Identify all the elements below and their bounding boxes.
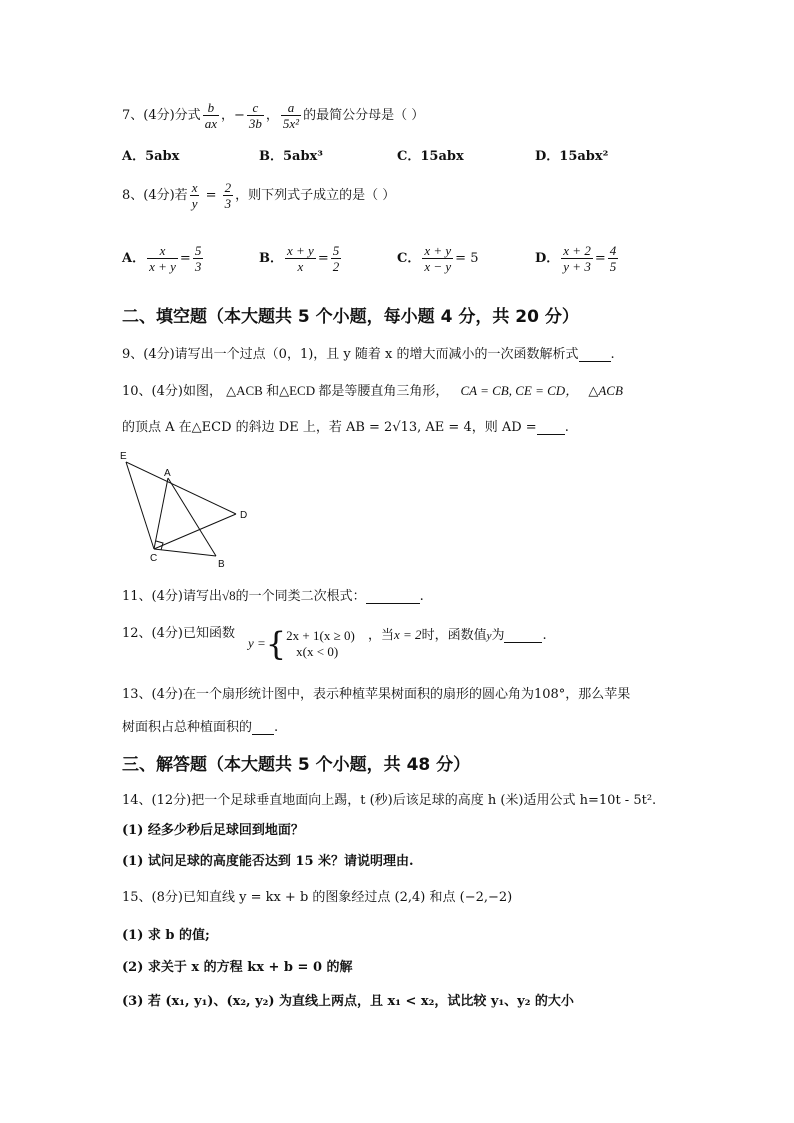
section-heading-solutions: 三、解答题（本大题共 5 个小题，共 48 分） [122, 755, 471, 775]
fraction: $\frac{b}{ax}$ [204, 100, 217, 131]
option-a[interactable]: A．5abx [122, 149, 180, 164]
fraction: $\frac{x}{y}$ [191, 180, 198, 211]
fraction: $\frac{5}{2}$ [332, 243, 340, 274]
option-c[interactable]: C．15abx [397, 149, 464, 164]
fraction: $\frac{c}{3b}$ [248, 100, 262, 131]
answer-blank[interactable] [579, 346, 611, 362]
answer-blank[interactable] [366, 588, 420, 604]
fraction: $\frac{x}{x + y}$ [149, 243, 176, 274]
question-10-line1: 10、(4分)如图， △ACB 和△ECD 都是等腰直角三角形， CA = CB, CE = CD， △ACB [122, 383, 623, 399]
question-12-tail: ，当x = 2时，函数值y为 . [368, 627, 547, 643]
option-c[interactable]: C． $\frac{x + y}{x - y}$ = 5 [397, 243, 479, 274]
piecewise-function: y ={2x + 1(x ≥ 0) x(x < 0) [248, 625, 355, 663]
segment-cb [154, 549, 216, 556]
fraction: $\frac{2}{3}$ [224, 180, 232, 211]
label-c: C [150, 553, 158, 564]
question-14-part-1: (1) 经多少秒后足球回到地面？ [122, 823, 304, 838]
answer-blank[interactable] [504, 627, 542, 643]
question-8: 8、(4分)若 $\frac{x}{y}$ = $\frac{2}{3}$ ，则下列式子成立的是（ ） [122, 180, 396, 211]
question-7: 7、(4分)分式 $\frac{b}{ax}$ ，− $\frac{c}{3b}$ ， $\frac{a}{\text{5x²}}$ 的最简公分母是（ ） [122, 100, 425, 131]
label-b: B [218, 559, 225, 570]
section-heading-fill-in: 二、填空题（本大题共 5 个小题，每小题 4 分，共 20 分） [122, 307, 579, 327]
option-a[interactable]: A． $\frac{x}{x + y}$ = $\frac{5}{3}$ [122, 243, 202, 274]
segment-ab [168, 478, 216, 556]
label-d: D [240, 510, 248, 521]
piecewise-cases: 2x + 1(x ≥ 0) x(x < 0) [286, 628, 355, 659]
option-d[interactable]: D．15abx² [535, 149, 609, 164]
fraction: $\frac{a}{\text{5x²}}$ [282, 100, 300, 131]
question-13-line1: 13、(4分)在一个扇形统计图中，表示种植苹果树面积的扇形的圆心角为108°，那么苹果 [122, 687, 631, 702]
question-14-part-2: (1) 试问足球的高度能否达到 15 米？请说明理由. [122, 854, 414, 869]
fraction: $\frac{4}{5}$ [609, 243, 617, 274]
option-b[interactable]: B． $\frac{x + y}{x}$ = $\frac{5}{2}$ [259, 243, 340, 274]
fraction: $\frac{x + 2}{y + 3}$ [563, 243, 591, 274]
segment-cd [154, 514, 236, 549]
question-15-part-1: (1) 求 b 的值; [122, 928, 210, 943]
segment-ed [126, 462, 236, 514]
question-14: 14、(12分)把一个足球垂直地面向上踢，t (秒)后该足球的高度 h (米)适用公式 h=10t - 5t². [122, 793, 657, 808]
question-9: 9、(4分)请写出一个过点（0，1)，且 y 随着 x 的增大而减小的一次函数解析式 . [122, 347, 615, 362]
fraction: $\frac{x + y}{x - y}$ [424, 243, 452, 274]
answer-blank[interactable] [252, 719, 274, 735]
question-15-part-3: (3) 若 (x₁, y₁)、(x₂, y₂) 为直线上两点，且 x₁ < x₂，试比较 y₁、y₂ 的大小 [122, 994, 574, 1009]
question-12: 12、(4分)已知函数 [122, 626, 235, 641]
question-11: 11、(4分)请写出√8的一个同类二次根式： . [122, 588, 424, 604]
option-d[interactable]: D． $\frac{x + 2}{y + 3}$ = $\frac{4}{5}$ [535, 243, 617, 274]
fraction: $\frac{5}{3}$ [194, 243, 202, 274]
question-15: 15、(8分)已知直线 y = kx + b 的图象经过点 (2,4) 和点 (−2,−2) [122, 890, 513, 905]
triangle-figure [118, 448, 258, 572]
segment-ac [154, 478, 168, 549]
question-15-part-2: (2) 求关于 x 的方程 kx + b = 0 的解 [122, 960, 353, 975]
fraction: $\frac{x + y}{x}$ [287, 243, 314, 274]
option-b[interactable]: B．5abx³ [259, 149, 323, 164]
question-10-line2: 的顶点 A 在△ECD 的斜边 DE 上，若 AB = 2√13, AE = 4，则 AD = . [122, 420, 569, 435]
segment-ec [126, 462, 154, 549]
label-a: A [164, 468, 171, 479]
question-13-line2: 树面积占总种植面积的 . [122, 720, 279, 735]
right-angle-mark [156, 541, 163, 550]
label-e: E [120, 451, 127, 462]
answer-blank[interactable] [537, 419, 565, 435]
